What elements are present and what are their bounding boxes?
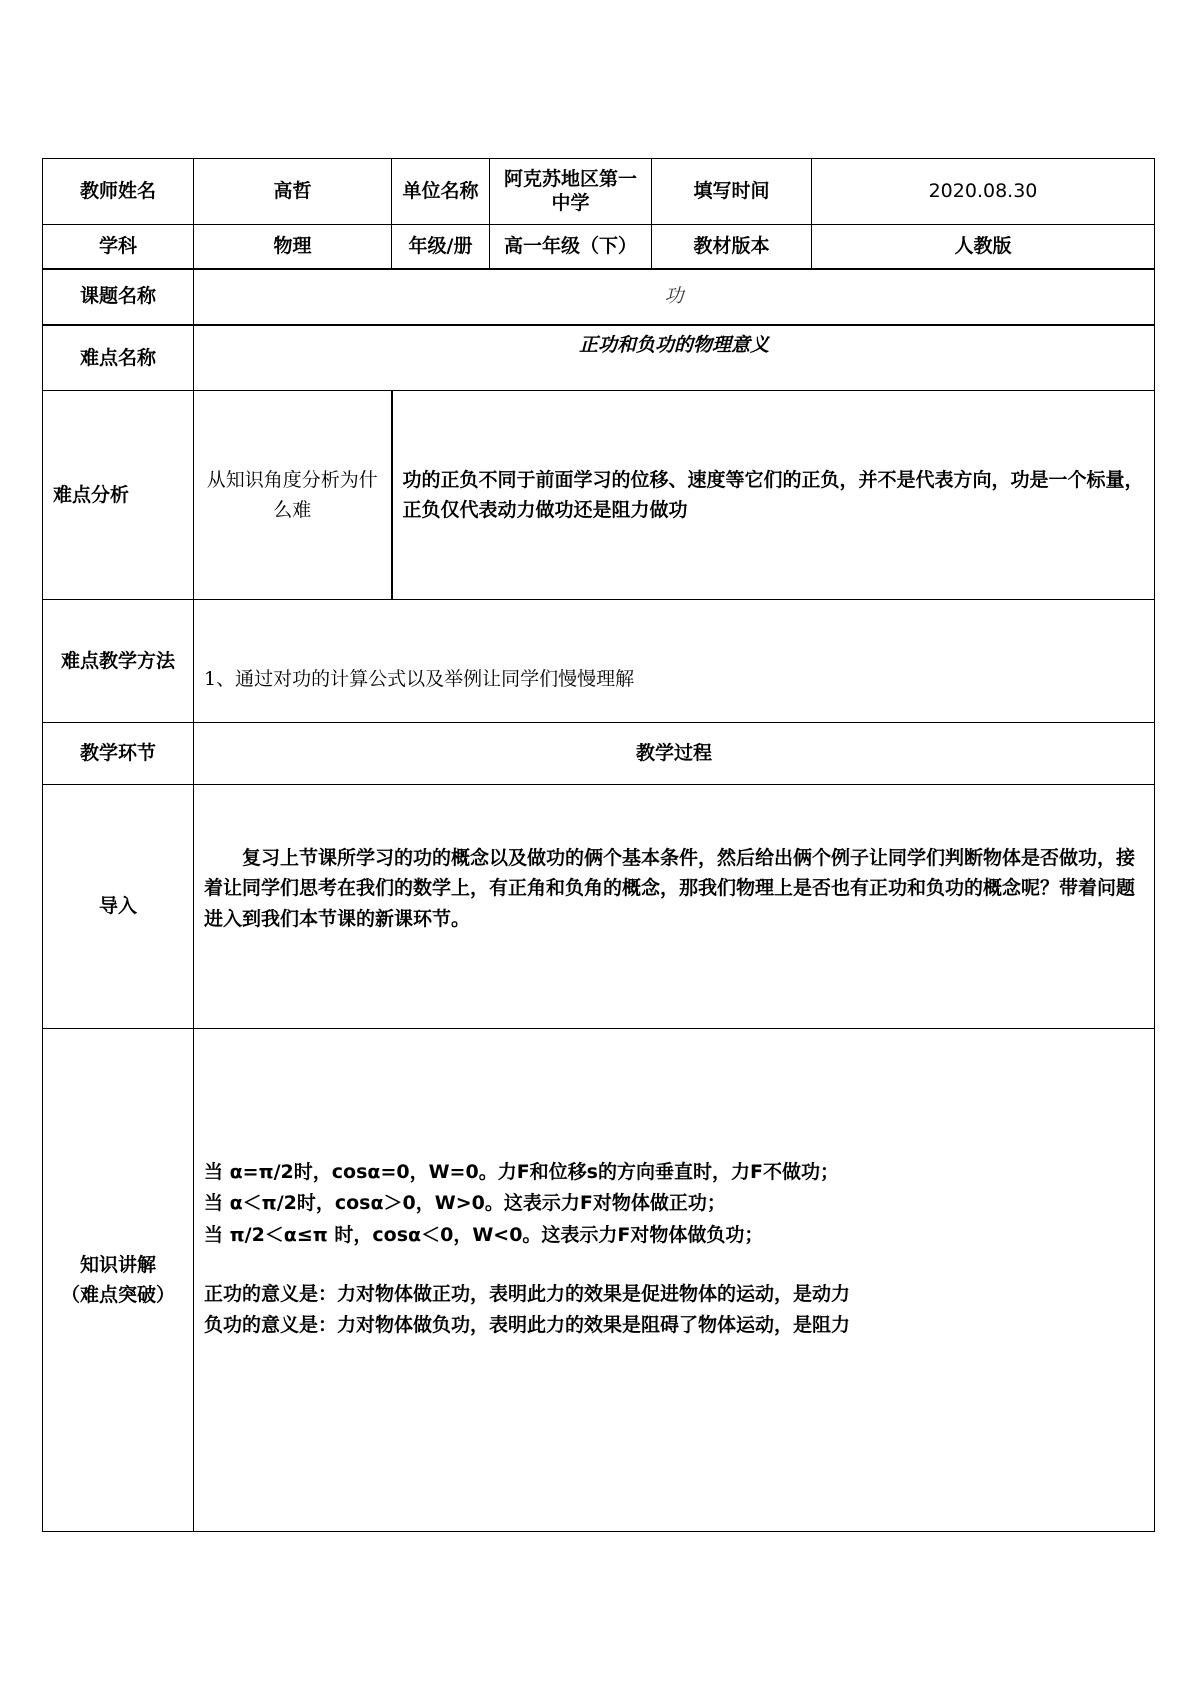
date-value: 2020.08.30	[812, 159, 1155, 225]
method-content: 1、通过对功的计算公式以及举例让同学们慢慢理解	[194, 600, 1155, 723]
topic-row	[43, 269, 1155, 325]
negative-work-meaning: 负功的意义是：力对物体做负功，表明此力的效果是阻碍了物体运动，是阻力	[204, 1314, 851, 1337]
header-row-2	[43, 225, 1155, 269]
intro-content: 复习上节课所学习的功的概念以及做功的俩个基本条件，然后给出俩个例子让同学们判断物体是否做功，接着让同学们思考在我们的数学上，有正角和负角的概念，那我们物理上是否也有正功和负功的概念呢？带着问题进入到我们本节课的新课环节。	[194, 785, 1155, 1029]
positive-work-meaning: 正功的意义是：力对物体做正功，表明此力的效果是促进物体的运动，是动力	[204, 1283, 851, 1306]
teacher-value: 高哲	[194, 159, 392, 225]
intro-label: 导入	[43, 785, 194, 1029]
edition-value: 人教版	[812, 225, 1155, 269]
analysis-label: 难点分析	[43, 391, 194, 600]
spacer	[204, 1251, 1144, 1279]
unit-value: 阿克苏地区第一中学	[490, 159, 652, 225]
process-header-label: 教学环节	[43, 723, 194, 785]
analysis-row	[43, 391, 1155, 600]
grade-value: 高一年级（下）	[490, 225, 652, 269]
knowledge-line: 当 α=π/2时，cosα=0，W=0。力F和位移s的方向垂直时，力F不做功；	[204, 1161, 839, 1183]
date-label: 填写时间	[652, 159, 812, 225]
edition-label: 教材版本	[652, 225, 812, 269]
method-label: 难点教学方法	[43, 600, 194, 723]
lesson-plan-table	[42, 158, 1155, 1532]
unit-label: 单位名称	[392, 159, 490, 225]
analysis-content: 功的正负不同于前面学习的位移、速度等它们的正负，并不是代表方向，功是一个标量，正负仅代表动力做功还是阻力做功	[392, 391, 1155, 600]
method-row	[43, 600, 1155, 723]
teacher-label: 教师姓名	[43, 159, 194, 225]
knowledge-row	[43, 1029, 1155, 1532]
difficulty-label: 难点名称	[43, 325, 194, 391]
process-header-row	[43, 723, 1155, 785]
knowledge-content	[194, 1029, 1155, 1532]
knowledge-line: 当 π/2＜α≤π 时，cosα＜0，W<0。这表示力F对物体做负功；	[204, 1223, 764, 1246]
topic-value: 功	[194, 269, 1155, 325]
knowledge-label-line1: 知识讲解	[79, 1253, 156, 1276]
subject-value: 物理	[194, 225, 392, 269]
knowledge-label-line2: （难点突破）	[60, 1284, 175, 1306]
difficulty-value: 正功和负功的物理意义	[194, 325, 1155, 391]
subject-label: 学科	[43, 225, 194, 269]
difficulty-row	[43, 325, 1155, 391]
analysis-sub-label: 从知识角度分析为什么难	[194, 391, 392, 600]
knowledge-label	[43, 1029, 194, 1532]
header-row-1	[43, 159, 1155, 225]
process-header-value: 教学过程	[194, 723, 1155, 785]
knowledge-line: 当 α＜π/2时，cosα＞0，W>0。这表示力F对物体做正功；	[204, 1192, 726, 1215]
topic-label: 课题名称	[43, 269, 194, 325]
intro-row	[43, 785, 1155, 1029]
grade-label: 年级/册	[392, 225, 490, 269]
